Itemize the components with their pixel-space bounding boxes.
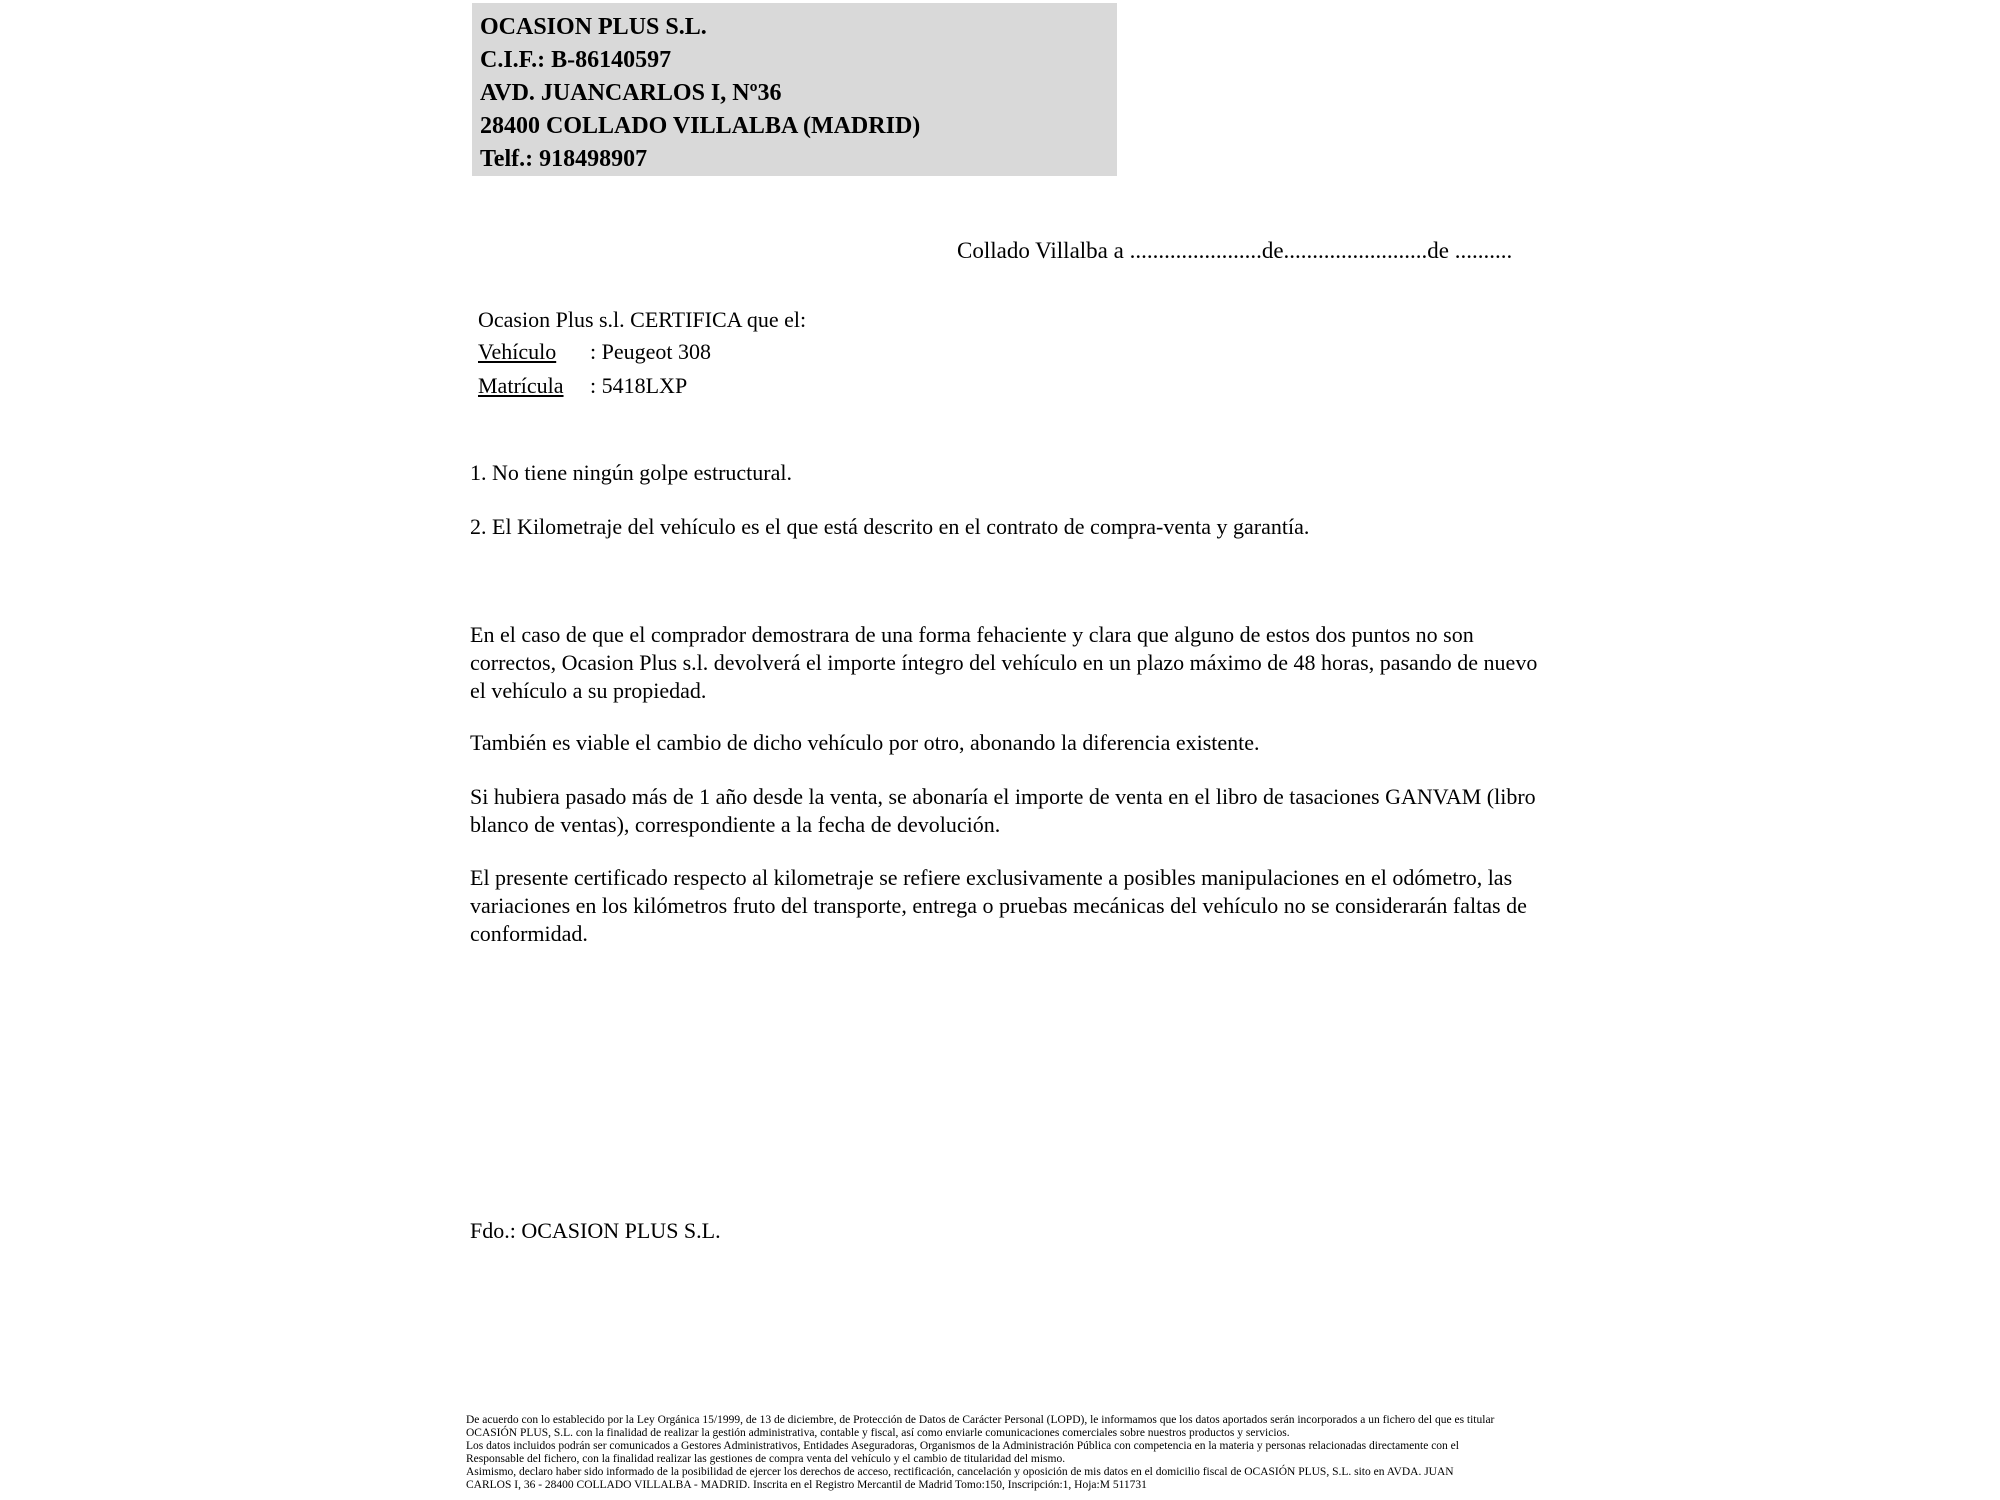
legal-footer-line: De acuerdo con lo establecido por la Ley Orgánica 15/1999, de 13 de diciembre, de Protección de Datos de Carácter Personal (LOPD), le informamos que los datos aportados serán incorporados a un fichero del que es titular	[466, 1414, 1495, 1426]
company-phone: Telf.: 918498907	[480, 146, 648, 172]
refund-paragraph: En el caso de que el comprador demostrara de una forma fehaciente y clara que alguno de estos dos puntos no son correctos, Ocasion Plus s.l. devolverá el importe íntegro del vehículo en un plazo máximo de 48 horas, pasando de nuevo el vehículo a su propiedad.	[470, 622, 1538, 703]
exchange-paragraph: También es viable el cambio de dicho vehículo por otro, abonando la diferencia existente.	[470, 730, 1260, 755]
legal-footer	[466, 1414, 1576, 1492]
legal-footer-line: Los datos incluidos podrán ser comunicados a Gestores Administrativos, Entidades Aseguradoras, Organismos de la Administración Pública con competencia en la materia y personas relacionadas directamente con el	[466, 1440, 1459, 1452]
plate-value: : 5418LXP	[590, 373, 688, 398]
vehicle-label: Vehículo	[478, 339, 557, 364]
vehicle-field	[478, 335, 806, 369]
company-address: AVD. JUANCARLOS I, Nº36	[480, 80, 782, 106]
certified-point-1: 1. No tiene ningún golpe estructural.	[470, 460, 792, 485]
certification-block	[478, 305, 806, 403]
plate-label: Matrícula	[478, 373, 564, 398]
vehicle-value: : Peugeot 308	[590, 339, 711, 364]
certified-point-2: 2. El Kilometraje del vehículo es el que está descrito en el contrato de compra-venta y garantía.	[470, 514, 1310, 539]
certification-intro: Ocasion Plus s.l. CERTIFICA que el:	[478, 307, 807, 332]
legal-footer-line: Responsable del fichero, con la finalidad realizar las gestiones de compra venta del vehículo y el cambio de titularidad del mismo.	[466, 1453, 1066, 1465]
odometer-paragraph: El presente certificado respecto al kilometraje se refiere exclusivamente a posibles manipulaciones en el odómetro, las variaciones en los kilómetros fruto del transporte, entrega o pruebas mecánicas del vehículo no se considerarán faltas de conformidad.	[470, 865, 1527, 946]
signature-line: Fdo.: OCASION PLUS S.L.	[470, 1218, 721, 1243]
company-header-box	[472, 3, 1117, 176]
legal-footer-line: CARLOS I, 36 - 28400 COLLADO VILLALBA - MADRID. Inscrita en el Registro Mercantil de Madrid Tomo:150, Inscripción:1, Hoja:M 511731	[466, 1479, 1147, 1491]
company-cif: C.I.F.: B-86140597	[480, 47, 672, 73]
date-fill-in-line: Collado Villalba a .......................de.........................de ..........	[957, 238, 1513, 263]
legal-footer-line: OCASIÓN PLUS, S.L. con la finalidad de realizar la gestión administrativa, contable y fiscal, así como enviarle comunicaciones comerciales sobre nuestros productos y servicios.	[466, 1427, 1290, 1439]
plate-field	[478, 369, 806, 403]
legal-footer-line: Asimismo, declaro haber sido informado de la posibilidad de ejercer los derechos de acceso, rectificación, cancelación y oposición de mis datos en el domicilio fiscal de OCASIÓN PLUS, S.L. sito en AVDA. JUAN	[466, 1466, 1454, 1478]
company-city: 28400 COLLADO VILLALBA (MADRID)	[480, 113, 921, 139]
company-name: OCASION PLUS S.L.	[480, 14, 707, 40]
ganvam-paragraph: Si hubiera pasado más de 1 año desde la venta, se abonaría el importe de venta en el libro de tasaciones GANVAM (libro blanco de ventas), correspondiente a la fecha de devolución.	[470, 784, 1536, 837]
